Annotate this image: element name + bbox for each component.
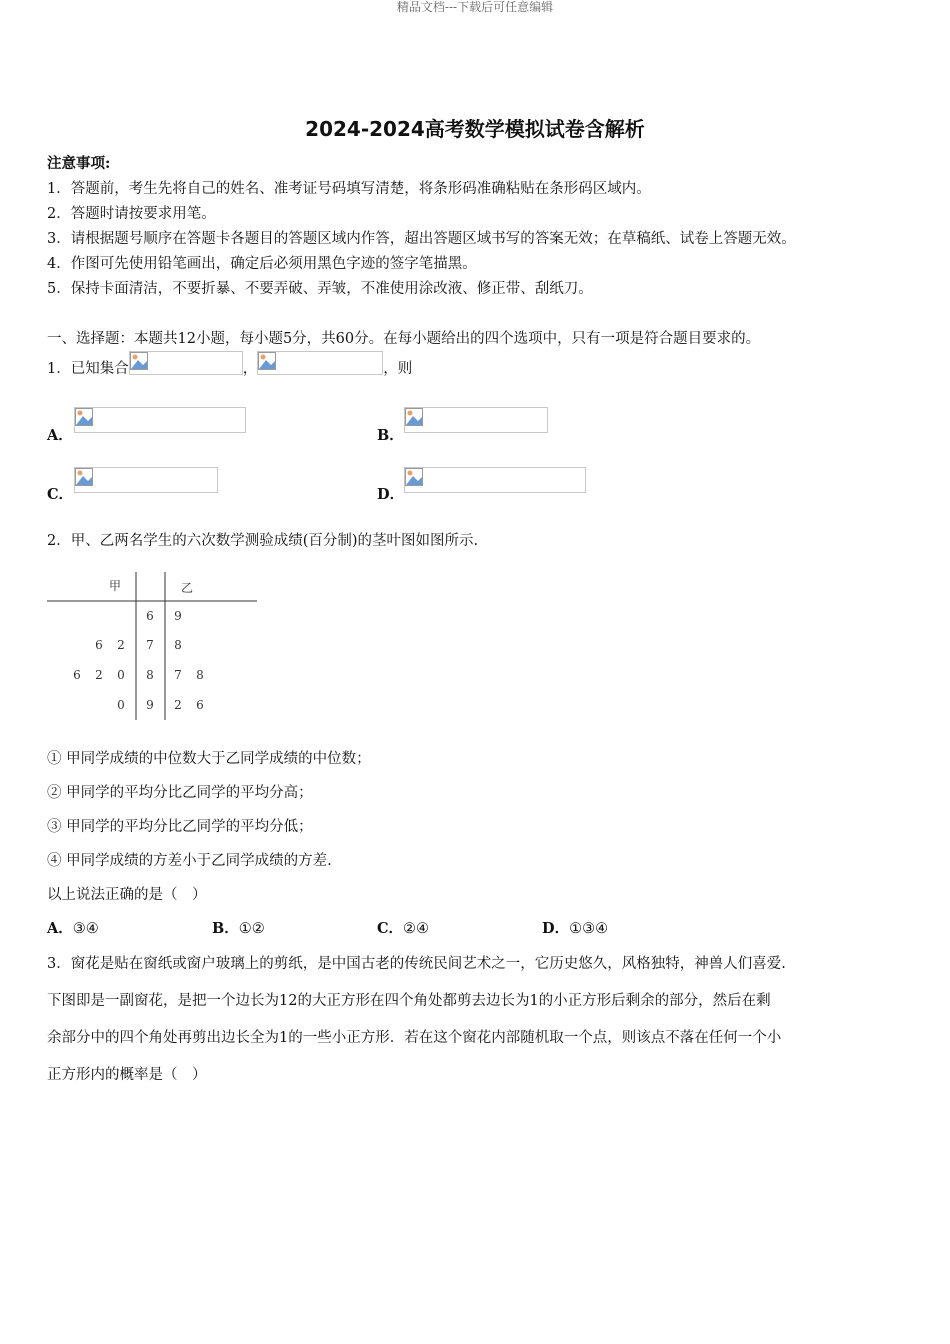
q1-option-b-image[interactable] <box>404 407 548 433</box>
stem-value: 9 <box>146 698 154 712</box>
stem-leaf-plot <box>47 570 259 722</box>
q2-statement-1: ① 甲同学成绩的中位数大于乙同学成绩的中位数； <box>47 751 371 767</box>
left-leaf: 6 <box>73 668 81 682</box>
broken-image-icon <box>405 408 423 426</box>
q2-statement-2: ② 甲同学的平均分比乙同学的平均分高； <box>47 785 313 801</box>
q3-line-3: 余部分中的四个角处再剪出边长全为1的一些小正方形．若在这个窗花内部随机取一个点，则该点不落在任何一个小 <box>47 1030 782 1046</box>
notice-item-4: 4．作图可先使用铅笔画出，确定后必须用黑色字迹的签字笔描黑。 <box>47 256 477 272</box>
notice-heading: 注意事项: <box>47 155 111 172</box>
q1-option-a-label: A． <box>47 427 73 444</box>
q2-choice-d[interactable] <box>542 917 608 938</box>
choice-value: ①③④ <box>569 921 609 937</box>
question-2-stem: 2．甲、乙两名学生的六次数学测验成绩(百分制)的茎叶图如图所示. <box>47 533 479 549</box>
right-leaf: 2 <box>174 698 182 712</box>
stem-value: 6 <box>146 609 154 623</box>
left-leaf: 0 <box>117 668 125 682</box>
choice-value: ①② <box>238 921 265 937</box>
stem-value: 8 <box>146 668 154 682</box>
q1-option-b-label: B． <box>377 427 404 444</box>
notice-item-5: 5．保持卡面清洁，不要折暴、不要弄破、弄皱，不准使用涂改液、修正带、刮纸刀。 <box>47 281 593 297</box>
q1-comma: ， <box>242 361 258 377</box>
q2-statement-3: ③ 甲同学的平均分比乙同学的平均分低； <box>47 819 313 835</box>
stem-leaf-right-header: 乙 <box>180 581 194 595</box>
right-leaf: 6 <box>196 698 204 712</box>
right-leaf: 9 <box>174 609 182 623</box>
q2-choice-a[interactable] <box>47 917 99 938</box>
broken-image-icon <box>405 468 423 486</box>
q1-prefix: 1．已知集合 <box>47 361 129 377</box>
q2-choice-c[interactable] <box>377 917 429 938</box>
q2-statement-4: ④ 甲同学成绩的方差小于乙同学成绩的方差. <box>47 853 332 869</box>
left-leaf: 2 <box>95 668 103 682</box>
broken-image-icon <box>130 352 148 370</box>
q1-option-d-image[interactable] <box>404 467 586 493</box>
set-b-image-placeholder <box>257 351 383 375</box>
stem-leaf-left-header: 甲 <box>108 579 122 593</box>
choice-label: D． <box>542 920 570 937</box>
q1-option-c-image[interactable] <box>74 467 218 493</box>
q2-choice-b[interactable] <box>212 917 265 938</box>
choice-value: ③④ <box>72 921 99 937</box>
question-1-stem <box>47 354 412 384</box>
q3-line-2: 下图即是一副窗花，是把一个边长为12的大正方形在四个角处都剪去边长为1的小正方形后剩余的部分，然后在剩 <box>47 993 771 1009</box>
notice-item-2: 2．答题时请按要求用笔。 <box>47 206 216 222</box>
notice-item-1: 1．答题前，考生先将自己的姓名、准考证号码填写清楚，将条形码准确粘贴在条形码区域内。 <box>47 181 651 197</box>
q3-line-4: 正方形内的概率是（ ） <box>47 1067 207 1083</box>
set-a-image-placeholder <box>129 351 243 375</box>
right-leaf: 7 <box>174 668 182 682</box>
broken-image-icon <box>75 408 93 426</box>
header-note: 精品文档---下载后可任意编辑 <box>396 0 554 14</box>
choice-label: A． <box>47 920 73 937</box>
choice-value: ②④ <box>403 921 430 937</box>
choice-label: B． <box>212 920 239 937</box>
q1-option-c-label: C． <box>47 486 74 503</box>
left-leaf: 2 <box>117 638 125 652</box>
q2-question: 以上说法正确的是（ ） <box>47 887 207 903</box>
right-leaf: 8 <box>196 668 204 682</box>
notice-item-3: 3．请根据题号顺序在答题卡各题目的答题区域内作答，超出答题区域书写的答案无效；在草稿纸、试卷上答题无效。 <box>47 231 796 247</box>
q1-option-d-label: D． <box>377 486 405 503</box>
q1-suffix: ，则 <box>383 361 413 377</box>
choice-label: C． <box>377 920 404 937</box>
stem-value: 7 <box>146 638 154 652</box>
left-leaf: 0 <box>117 698 125 712</box>
broken-image-icon <box>75 468 93 486</box>
left-leaf: 6 <box>95 638 103 652</box>
right-leaf: 8 <box>174 638 182 652</box>
section-heading: 一、选择题：本题共12小题，每小题5分，共60分。在每小题给出的四个选项中，只有一项是符合题目要求的。 <box>47 331 761 347</box>
page-title: 2024-2024高考数学模拟试卷含解析 <box>305 117 645 141</box>
broken-image-icon <box>258 352 276 370</box>
q3-line-1: 3．窗花是贴在窗纸或窗户玻璃上的剪纸，是中国古老的传统民间艺术之一，它历史悠久，风格独特，神兽人们喜爱. <box>47 956 786 972</box>
q1-option-a-image[interactable] <box>74 407 246 433</box>
